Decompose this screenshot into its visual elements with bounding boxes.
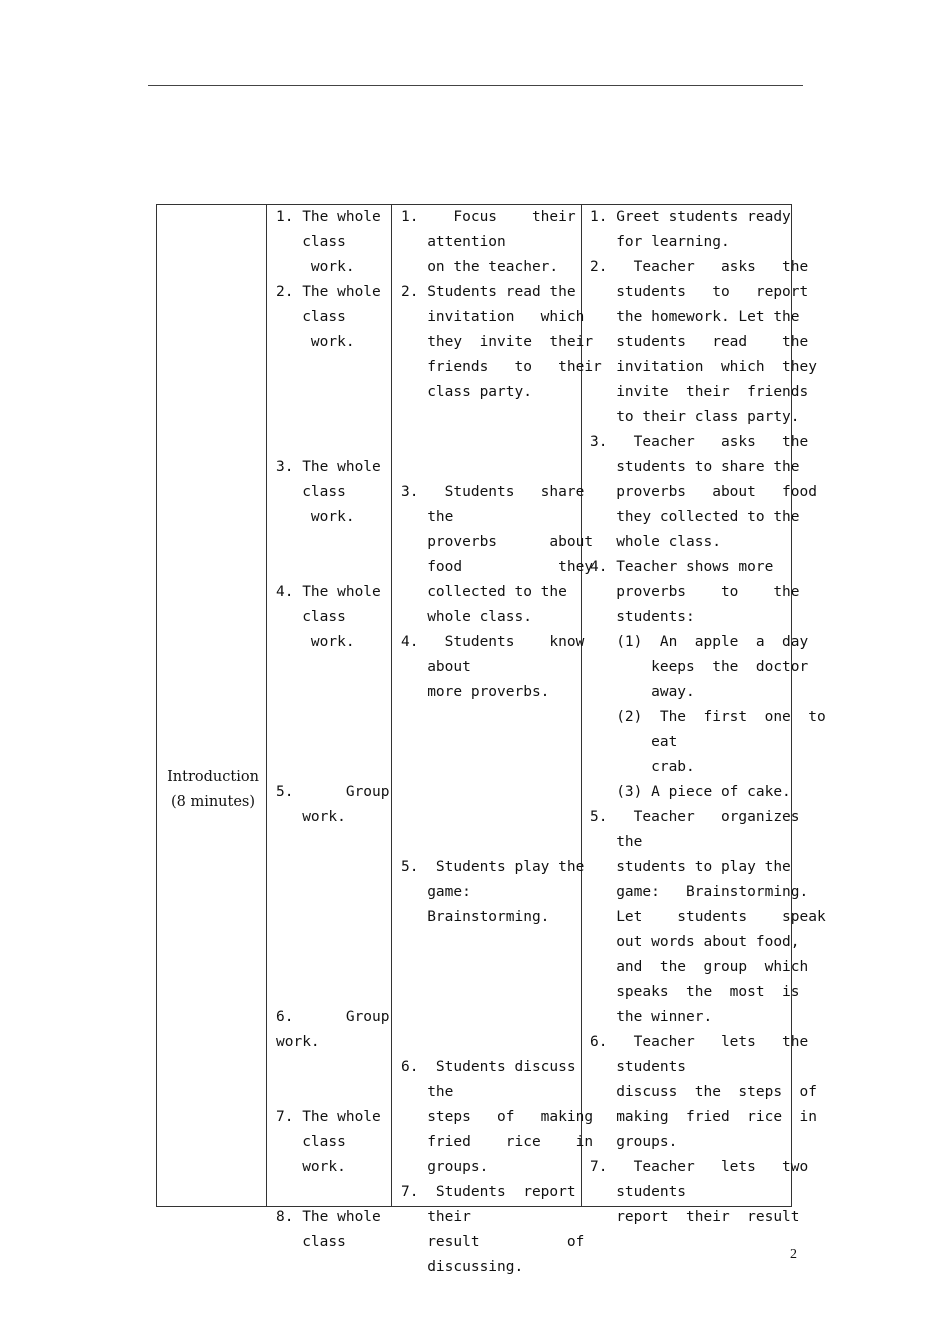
student-activity-line: groups. (401, 1159, 489, 1175)
teacher-activity-line: invite their friends (590, 384, 809, 400)
student-activity-line: food they (401, 559, 594, 575)
teacher-activity-line: invitation which they (590, 359, 817, 375)
student-activity-column (401, 205, 602, 1280)
teacher-activity-line: 2. Teacher asks the (590, 259, 809, 275)
mode-line (276, 555, 390, 580)
mode-line (276, 355, 390, 380)
mode-line (276, 655, 390, 680)
mode-line (276, 405, 390, 430)
stage-cell (158, 765, 268, 815)
mode-line: class (276, 484, 346, 500)
teacher-activity-line: students (590, 1059, 687, 1075)
teacher-activity-line: students to report (590, 284, 809, 300)
student-activity-line (401, 705, 602, 730)
student-activity-line: on the teacher. (401, 259, 559, 275)
student-activity-line: 5. Students play the (401, 859, 585, 875)
mode-line (276, 705, 390, 730)
mode-line: 7. The whole (276, 1109, 381, 1125)
student-activity-line (401, 1030, 602, 1055)
teacher-activity-line: away. (590, 684, 695, 700)
student-activity-line: friends to their (401, 359, 602, 375)
student-activity-line: proverbs about (401, 534, 594, 550)
mode-line (276, 880, 390, 905)
teacher-activity-line: 3. Teacher asks the (590, 434, 809, 450)
student-activity-line: discussing. (401, 1259, 524, 1275)
mode-line (276, 380, 390, 405)
mode-line: 6. Group (276, 1009, 390, 1025)
teacher-activity-line: students to share the (590, 459, 800, 475)
student-activity-line: their (401, 1209, 471, 1225)
teacher-activity-line: discuss the steps of (590, 1084, 817, 1100)
mode-line: class (276, 609, 346, 625)
student-activity-line: 1. Focus their (401, 209, 576, 225)
mode-line: class (276, 1134, 346, 1150)
mode-line: work. (276, 509, 355, 525)
mode-line: 3. The whole (276, 459, 381, 475)
student-activity-line: the (401, 509, 454, 525)
student-activity-line: steps of making (401, 1109, 594, 1125)
mode-line (276, 730, 390, 755)
teacher-activity-line: (2) The first one to (590, 709, 826, 725)
mode-line: work. (276, 1159, 346, 1175)
teacher-activity-line: 4. Teacher shows more (590, 559, 774, 575)
header-rule (148, 85, 803, 86)
student-activity-line (401, 455, 602, 480)
interaction-mode-column (276, 205, 390, 1255)
mode-line: work. (276, 1034, 320, 1050)
student-activity-line (401, 955, 602, 980)
teacher-activity-line: students to play the (590, 859, 791, 875)
mode-line: 1. The whole (276, 209, 381, 225)
teacher-activity-line: 6. Teacher lets the (590, 1034, 809, 1050)
teacher-activity-line: and the group which (590, 959, 809, 975)
student-activity-line: Brainstorming. (401, 909, 550, 925)
teacher-activity-line: game: Brainstorming. (590, 884, 809, 900)
student-activity-line: 6. Students discuss (401, 1059, 576, 1075)
student-activity-line: whole class. (401, 609, 532, 625)
teacher-activity-line: the winner. (590, 1009, 713, 1025)
stage-duration: (8 minutes) (170, 794, 256, 810)
teacher-activity-line: for learning. (590, 234, 730, 250)
mode-line: work. (276, 634, 355, 650)
mode-line (276, 680, 390, 705)
student-activity-line: fried rice in (401, 1134, 594, 1150)
mode-line (276, 1180, 390, 1205)
teacher-activity-line: to their class party. (590, 409, 800, 425)
teacher-activity-line: proverbs about food (590, 484, 817, 500)
student-activity-line: 7. Students report (401, 1184, 576, 1200)
teacher-activity-line: (3) A piece of cake. (590, 784, 791, 800)
mode-line: 2. The whole (276, 284, 381, 300)
teacher-activity-column (590, 205, 826, 1230)
student-activity-line (401, 430, 602, 455)
mode-line (276, 905, 390, 930)
mode-line (276, 930, 390, 955)
mode-line (276, 755, 390, 780)
student-activity-line: about (401, 659, 471, 675)
student-activity-line (401, 930, 602, 955)
mode-line: class (276, 1234, 346, 1250)
student-activity-line: 3. Students share (401, 484, 585, 500)
student-activity-line: collected to the (401, 584, 567, 600)
mode-line (276, 855, 390, 880)
teacher-activity-line: they collected to the (590, 509, 800, 525)
teacher-activity-line: keeps the doctor (590, 659, 809, 675)
mode-line (276, 980, 390, 1005)
student-activity-line: 2. Students read the (401, 284, 576, 300)
student-activity-line (401, 980, 602, 1005)
teacher-activity-line: report their result (590, 1209, 800, 1225)
mode-line: 4. The whole (276, 584, 381, 600)
page-number: 2 (790, 1247, 797, 1262)
column-divider-1 (266, 204, 267, 1207)
teacher-activity-line: the (590, 834, 643, 850)
mode-line (276, 955, 390, 980)
mode-line: work. (276, 809, 346, 825)
mode-line (276, 830, 390, 855)
teacher-activity-line: 5. Teacher organizes (590, 809, 800, 825)
student-activity-line: invitation which (401, 309, 585, 325)
student-activity-line: game: (401, 884, 471, 900)
teacher-activity-line: the homework. Let the (590, 309, 800, 325)
student-activity-line: attention (401, 234, 506, 250)
teacher-activity-line: students (590, 1184, 687, 1200)
mode-line: class (276, 309, 346, 325)
teacher-activity-line: students read the (590, 334, 809, 350)
teacher-activity-line: crab. (590, 759, 695, 775)
teacher-activity-line: 7. Teacher lets two (590, 1159, 809, 1175)
teacher-activity-line: out words about food, (590, 934, 800, 950)
mode-line (276, 1055, 390, 1080)
mode-line: work. (276, 259, 355, 275)
student-activity-line (401, 805, 602, 830)
student-activity-line (401, 405, 602, 430)
student-activity-line (401, 780, 602, 805)
teacher-activity-line: Let students speak (590, 909, 826, 925)
student-activity-line: 4. Students know (401, 634, 585, 650)
teacher-activity-line: speaks the most is (590, 984, 800, 1000)
student-activity-line: class party. (401, 384, 532, 400)
mode-line (276, 430, 390, 455)
student-activity-line (401, 1005, 602, 1030)
mode-line: class (276, 234, 346, 250)
teacher-activity-line: groups. (590, 1134, 678, 1150)
student-activity-line: the (401, 1084, 454, 1100)
teacher-activity-line: eat (590, 734, 678, 750)
mode-line: work. (276, 334, 355, 350)
student-activity-line: result of (401, 1234, 585, 1250)
student-activity-line: they invite their (401, 334, 594, 350)
student-activity-line (401, 830, 602, 855)
teacher-activity-line: making fried rice in (590, 1109, 817, 1125)
teacher-activity-line: students: (590, 609, 695, 625)
teacher-activity-line: (1) An apple a day (590, 634, 809, 650)
student-activity-line (401, 730, 602, 755)
student-activity-line: more proverbs. (401, 684, 550, 700)
column-divider-2 (391, 204, 392, 1207)
mode-line (276, 530, 390, 555)
student-activity-line (401, 755, 602, 780)
stage-name: Introduction (167, 769, 259, 785)
teacher-activity-line: proverbs to the (590, 584, 800, 600)
mode-line (276, 1080, 390, 1105)
mode-line: 8. The whole (276, 1209, 381, 1225)
teacher-activity-line: whole class. (590, 534, 721, 550)
mode-line: 5. Group (276, 784, 390, 800)
teacher-activity-line: 1. Greet students ready (590, 209, 791, 225)
